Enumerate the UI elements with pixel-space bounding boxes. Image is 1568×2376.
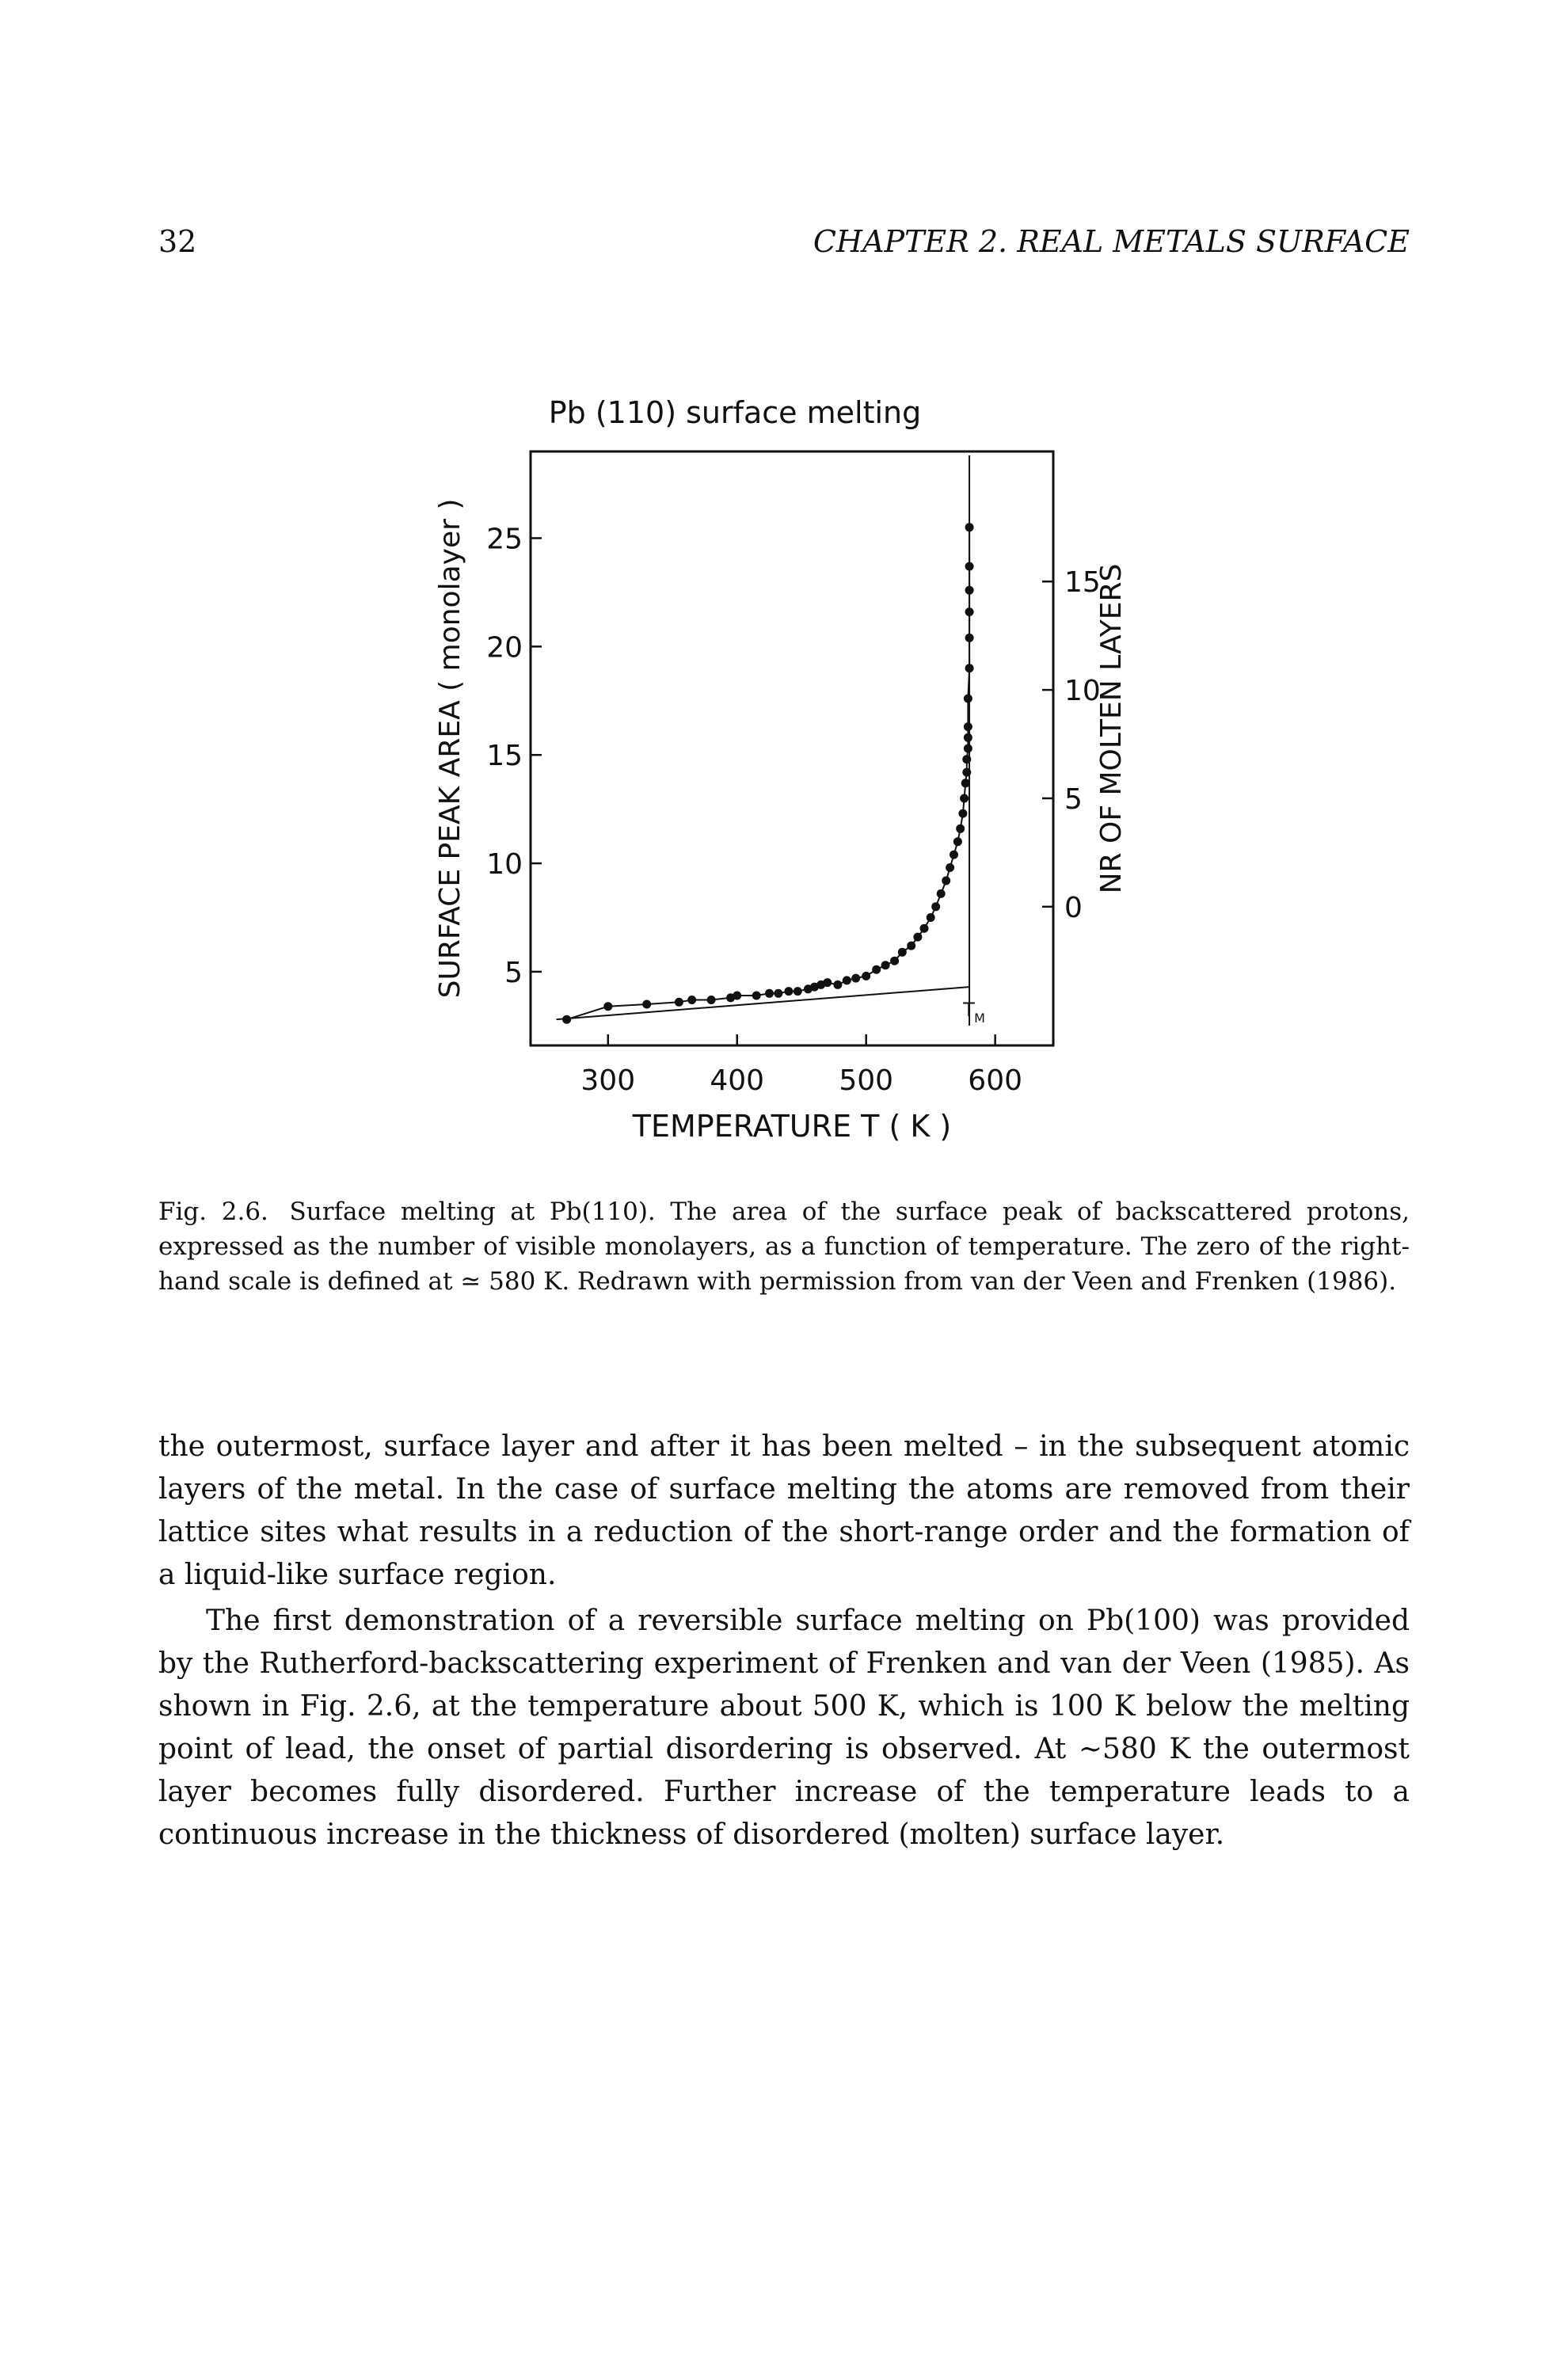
body-text <box>158 1426 1410 1860</box>
x-tick-label: 300 <box>580 1064 636 1097</box>
data-point <box>958 809 967 818</box>
data-point <box>881 961 890 969</box>
data-point <box>965 523 974 531</box>
data-point <box>946 863 954 872</box>
figure-label: Fig. 2.6. <box>158 1198 268 1226</box>
data-point <box>927 913 935 922</box>
data-point <box>962 768 971 777</box>
data-point <box>920 924 929 933</box>
figure-caption-text: Surface melting at Pb(110). The area of the surface peak of backscattered protons, expressed as the number of visible monolayers, as a function of temperature. The zero of the right-hand scale is defined at ≃ 580 K. Redrawn with permission from van der Veen and Frenken (1986). <box>158 1198 1410 1296</box>
data-point <box>964 733 972 742</box>
data-point <box>733 992 741 1000</box>
y-tick-label: 5 <box>504 956 523 989</box>
tm-label <box>962 999 985 1026</box>
paragraph: the outermost, surface layer and after it has been melted – in the subsequent atomic layers of the metal. In the case of surface melting the atoms are removed from their lattice sites what results in a reduction of the short-range order and the formation of a liquid-like surface region. <box>158 1430 1410 1591</box>
y2-tick-label: 0 <box>1064 891 1083 924</box>
x-tick-label: 600 <box>968 1064 1023 1097</box>
data-point <box>965 664 974 672</box>
data-point <box>675 998 683 1007</box>
data-point <box>851 974 860 983</box>
paragraph: The first demonstration of a reversible surface melting on Pb(100) was provided by the Rutherford-backscattering experiment of Frenken and van der Veen (1985). As shown in Fig. 2.6, at the temperature about 500 K, which is 100 K below the melting point of lead, the onset of partial disordering is observed. At ∼580 K the outermost layer becomes fully disordered. Further increase of the temperature leads to a continuous increase in the thickness of disordered (molten) surface layer. <box>158 1605 1410 1851</box>
y-tick-label: 15 <box>486 740 523 773</box>
data-point <box>965 634 974 642</box>
data-point <box>833 980 842 989</box>
data-point <box>642 1000 651 1009</box>
data-point <box>937 889 946 898</box>
data-point <box>907 942 915 950</box>
data-point <box>687 996 696 1004</box>
data-point <box>962 755 971 763</box>
data-point <box>784 987 793 996</box>
data-point <box>942 877 950 885</box>
x-tick-label: 400 <box>710 1064 765 1097</box>
running-head: CHAPTER 2. REAL METALS SURFACE <box>813 224 1410 259</box>
data-point <box>931 902 940 911</box>
data-point <box>890 957 899 965</box>
page-number: 32 <box>158 224 197 259</box>
data-point <box>965 562 974 571</box>
data-point <box>872 965 881 974</box>
data-point <box>765 989 774 998</box>
figure-caption <box>158 1194 1410 1299</box>
page-header <box>158 224 1410 264</box>
y2-tick-label: 5 <box>1064 782 1083 816</box>
data-point <box>898 948 907 957</box>
data-point <box>965 607 974 616</box>
y2-tick-label: 10 <box>1064 675 1101 708</box>
y2-axis-label: NR OF MOLTEN LAYERS <box>1095 563 1128 894</box>
data-point <box>774 989 782 998</box>
data-point <box>961 779 970 787</box>
tm-label-subscript: M <box>974 1011 985 1026</box>
data-point <box>913 933 922 942</box>
data-point <box>707 996 716 1004</box>
data-point <box>960 794 969 803</box>
y2-tick-label: 15 <box>1064 566 1101 600</box>
data-point <box>562 1015 571 1024</box>
tm-label-text: T <box>963 999 975 1021</box>
x-axis-label: TEMPERATURE T ( K ) <box>632 1109 952 1144</box>
chart-title: Pb (110) surface melting <box>548 395 922 430</box>
plot-frame <box>531 451 1053 1045</box>
y-tick-label: 20 <box>486 631 523 664</box>
data-point <box>603 1002 612 1011</box>
data-point <box>950 851 958 859</box>
data-point <box>862 972 870 980</box>
figure-chart <box>412 388 1220 1172</box>
data-point <box>953 837 962 846</box>
data-point <box>964 722 972 731</box>
data-point <box>752 992 761 1000</box>
data-point <box>956 824 965 833</box>
y-axis-label: SURFACE PEAK AREA ( monolayer ) <box>434 498 466 999</box>
plot-data-layer <box>486 455 1101 1097</box>
y-tick-label: 10 <box>486 848 523 881</box>
y-tick-label: 25 <box>486 523 523 556</box>
data-point <box>843 976 851 984</box>
x-tick-label: 500 <box>839 1064 894 1097</box>
data-point <box>823 978 832 987</box>
data-point <box>965 586 974 595</box>
baseline-line <box>557 987 969 1019</box>
data-point <box>964 744 972 753</box>
data-point <box>794 987 802 996</box>
data-point <box>964 695 972 703</box>
